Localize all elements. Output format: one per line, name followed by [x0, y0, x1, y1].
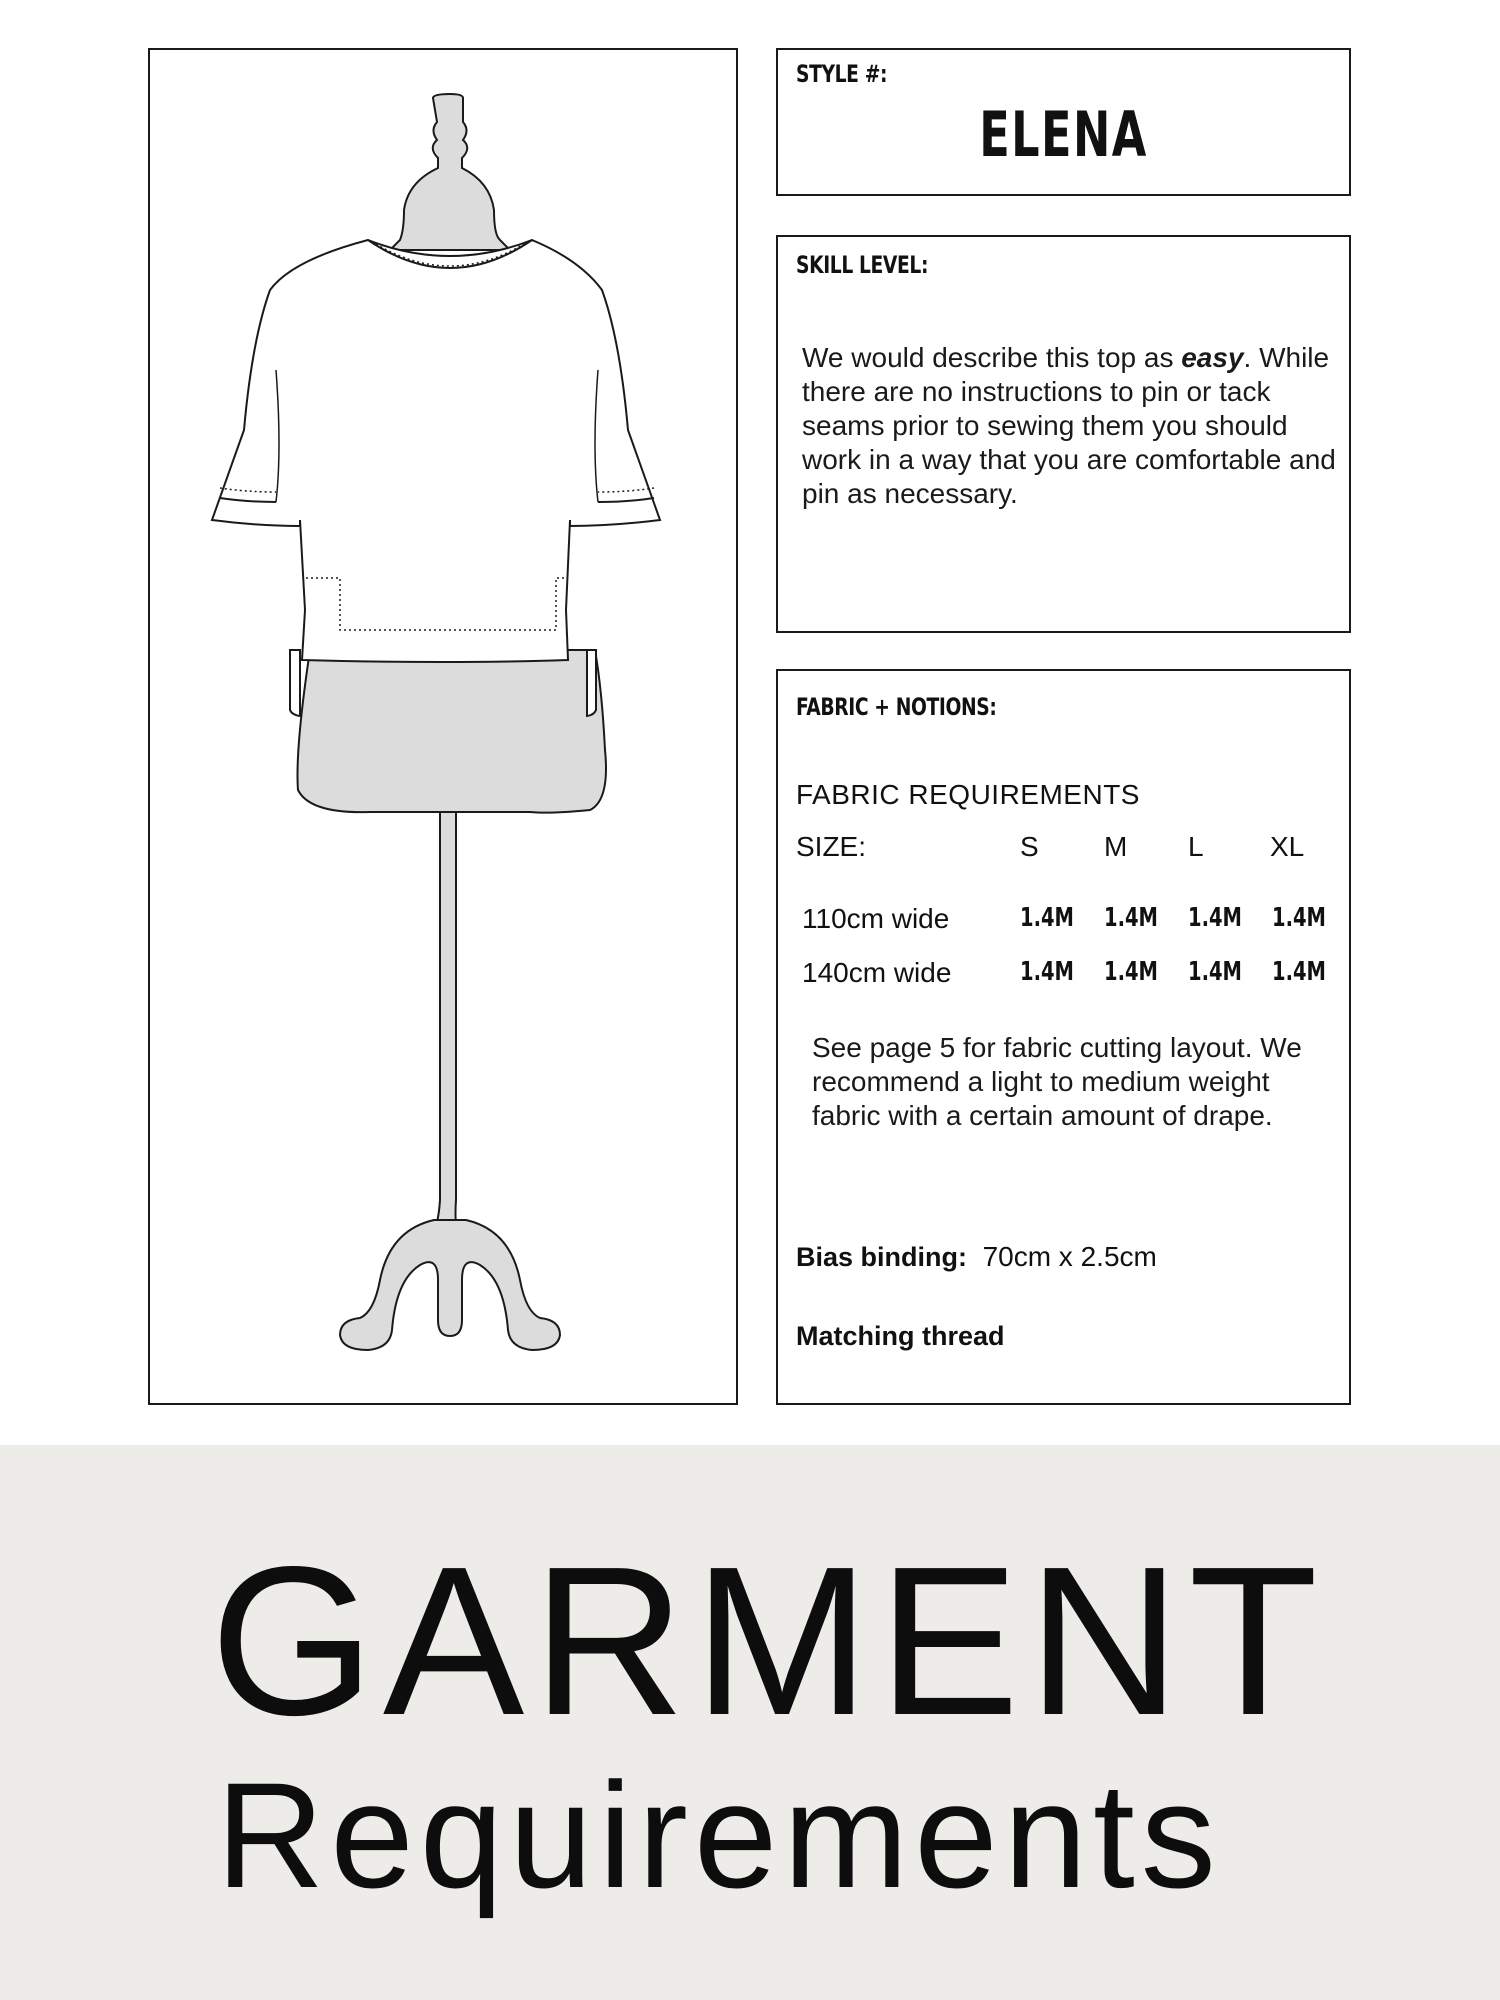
bias-binding-value: 70cm x 2.5cm — [982, 1241, 1157, 1272]
banner-title: GARMENT — [210, 1522, 1326, 1759]
cell-140-xl: 1.4M — [1272, 957, 1326, 987]
cell-110-s: 1.4M — [1020, 903, 1074, 933]
dress-form-with-top-icon — [150, 50, 736, 1403]
skill-emphasis: easy — [1181, 342, 1244, 373]
style-box — [776, 48, 1351, 196]
cell-140-s: 1.4M — [1020, 957, 1074, 987]
cell-110-l: 1.4M — [1188, 903, 1242, 933]
matching-thread: Matching thread — [796, 1321, 1005, 1351]
size-header-l: L — [1188, 831, 1204, 862]
fabric-notions-box — [776, 669, 1351, 1405]
cutting-note: See page 5 for fabric cutting layout. We recommend a light to medium weight fabric with a certain amount of drape. — [812, 1032, 1302, 1131]
skill-description — [802, 341, 1342, 511]
style-label: STYLE #: — [796, 60, 888, 88]
size-header-xl: XL — [1270, 831, 1305, 862]
fabric-requirements-title: FABRIC REQUIREMENTS — [796, 779, 1140, 810]
fabric-notions-label: FABRIC + NOTIONS: — [796, 693, 997, 721]
illustration-panel — [148, 48, 738, 1405]
cell-140-m: 1.4M — [1104, 957, 1158, 987]
bias-binding-line — [796, 1241, 1157, 1273]
style-name: ELENA — [979, 98, 1148, 171]
size-label: SIZE: — [796, 831, 867, 862]
skill-level-label: SKILL LEVEL: — [796, 251, 929, 279]
banner-subtitle: Requirements — [216, 1751, 1222, 1919]
cell-110-xl: 1.4M — [1272, 903, 1326, 933]
size-header-m: M — [1104, 831, 1128, 862]
cell-110-m: 1.4M — [1104, 903, 1158, 933]
cell-140-l: 1.4M — [1188, 957, 1242, 987]
skill-text-after: . While there are no instructions to pin or tack seams prior to sewing them you should work in a way that you are comfortable and pin as necessary. — [802, 342, 1336, 509]
skill-level-box — [776, 235, 1351, 633]
row-label-110: 110cm wide — [802, 903, 950, 934]
bias-binding-label: Bias binding: — [796, 1242, 967, 1272]
row-label-140: 140cm wide — [802, 957, 952, 988]
title-banner — [0, 1445, 1500, 2000]
skill-text-before: We would describe this top as — [802, 342, 1182, 373]
size-header-s: S — [1020, 831, 1039, 862]
